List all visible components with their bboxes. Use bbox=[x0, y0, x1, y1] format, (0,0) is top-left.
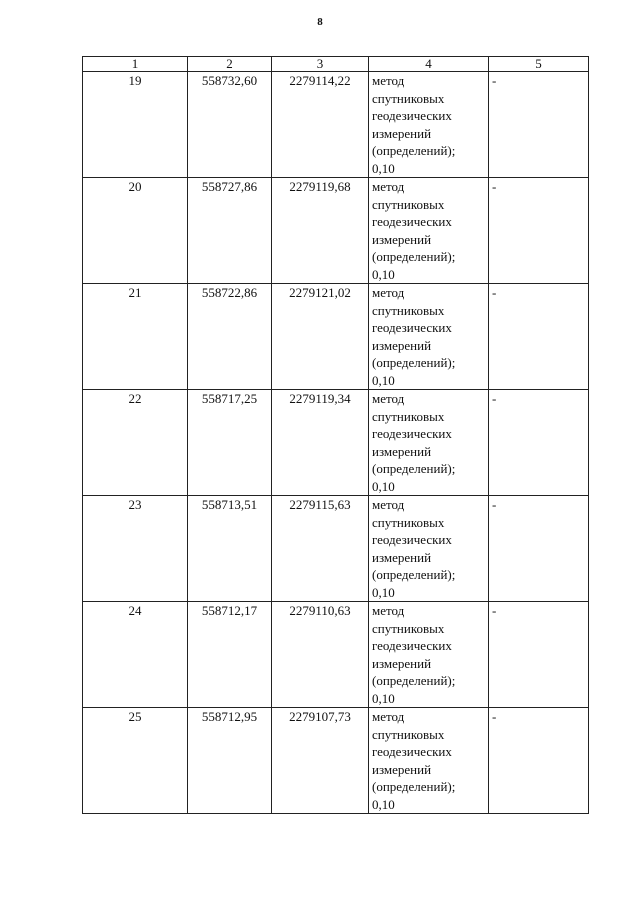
method-line: измерений bbox=[372, 549, 432, 565]
point-number-cell: 21 bbox=[83, 284, 188, 390]
column-header-5: 5 bbox=[489, 57, 589, 72]
note-cell: - bbox=[489, 496, 589, 602]
method-line: геодезических bbox=[372, 532, 452, 547]
table-row bbox=[83, 390, 589, 496]
method-line: геодезических bbox=[372, 426, 452, 441]
method-line: (определений); bbox=[372, 461, 456, 476]
method-line: 0,10 bbox=[372, 584, 395, 600]
table-row bbox=[83, 496, 589, 602]
method-line: спутниковых bbox=[372, 726, 445, 742]
method-line: спутниковых bbox=[372, 514, 445, 530]
y-coordinate-cell: 2279119,34 bbox=[272, 390, 369, 496]
method-line: метод bbox=[372, 709, 405, 724]
coordinates-table bbox=[82, 56, 589, 814]
x-coordinate-cell: 558713,51 bbox=[188, 496, 272, 602]
table-header-row bbox=[83, 57, 589, 72]
method-line: геодезических bbox=[372, 320, 452, 335]
method-cell bbox=[369, 602, 489, 708]
method-line: 0,10 bbox=[372, 266, 395, 282]
point-number-cell: 25 bbox=[83, 708, 188, 814]
method-cell bbox=[369, 496, 489, 602]
method-line: измерений bbox=[372, 761, 432, 777]
method-line: геодезических bbox=[372, 744, 452, 759]
y-coordinate-cell: 2279114,22 bbox=[272, 72, 369, 178]
y-coordinate-cell: 2279107,73 bbox=[272, 708, 369, 814]
method-line: 0,10 bbox=[372, 372, 395, 388]
method-cell bbox=[369, 390, 489, 496]
x-coordinate-cell: 558717,25 bbox=[188, 390, 272, 496]
method-line: геодезических bbox=[372, 638, 452, 653]
method-line: 0,10 bbox=[372, 690, 395, 706]
method-line: измерений bbox=[372, 125, 432, 141]
note-cell: - bbox=[489, 178, 589, 284]
method-line: спутниковых bbox=[372, 90, 445, 106]
x-coordinate-cell: 558722,86 bbox=[188, 284, 272, 390]
x-coordinate-cell: 558712,17 bbox=[188, 602, 272, 708]
x-coordinate-cell: 558712,95 bbox=[188, 708, 272, 814]
method-line: спутниковых bbox=[372, 302, 445, 318]
point-number-cell: 23 bbox=[83, 496, 188, 602]
column-header-4: 4 bbox=[369, 57, 489, 72]
column-header-2: 2 bbox=[188, 57, 272, 72]
method-line: измерений bbox=[372, 231, 432, 247]
method-cell bbox=[369, 178, 489, 284]
x-coordinate-cell: 558732,60 bbox=[188, 72, 272, 178]
method-line: метод bbox=[372, 285, 405, 300]
x-coordinate-cell: 558727,86 bbox=[188, 178, 272, 284]
method-line: измерений bbox=[372, 337, 432, 353]
method-line: (определений); bbox=[372, 673, 456, 688]
method-line: метод bbox=[372, 391, 405, 406]
y-coordinate-cell: 2279121,02 bbox=[272, 284, 369, 390]
method-cell bbox=[369, 72, 489, 178]
table-row bbox=[83, 72, 589, 178]
table-row bbox=[83, 708, 589, 814]
note-cell: - bbox=[489, 602, 589, 708]
method-line: спутниковых bbox=[372, 408, 445, 424]
point-number-cell: 24 bbox=[83, 602, 188, 708]
method-line: метод bbox=[372, 497, 405, 512]
method-line: 0,10 bbox=[372, 478, 395, 494]
method-cell bbox=[369, 284, 489, 390]
y-coordinate-cell: 2279119,68 bbox=[272, 178, 369, 284]
method-line: измерений bbox=[372, 443, 432, 459]
point-number-cell: 22 bbox=[83, 390, 188, 496]
note-cell: - bbox=[489, 390, 589, 496]
note-cell: - bbox=[489, 708, 589, 814]
method-line: (определений); bbox=[372, 249, 456, 264]
table-row bbox=[83, 178, 589, 284]
method-line: спутниковых bbox=[372, 196, 445, 212]
y-coordinate-cell: 2279110,63 bbox=[272, 602, 369, 708]
method-cell bbox=[369, 708, 489, 814]
point-number-cell: 19 bbox=[83, 72, 188, 178]
note-cell: - bbox=[489, 284, 589, 390]
table-row bbox=[83, 602, 589, 708]
column-header-1: 1 bbox=[83, 57, 188, 72]
method-line: метод bbox=[372, 73, 405, 88]
page-number: 8 bbox=[317, 16, 323, 28]
method-line: 0,10 bbox=[372, 796, 395, 812]
method-line: геодезических bbox=[372, 214, 452, 229]
method-line: спутниковых bbox=[372, 620, 445, 636]
method-line: геодезических bbox=[372, 108, 452, 123]
method-line: измерений bbox=[372, 655, 432, 671]
method-line: метод bbox=[372, 603, 405, 618]
method-line: 0,10 bbox=[372, 160, 395, 176]
note-cell: - bbox=[489, 72, 589, 178]
method-line: (определений); bbox=[372, 143, 456, 158]
method-line: метод bbox=[372, 179, 405, 194]
method-line: (определений); bbox=[372, 355, 456, 370]
column-header-3: 3 bbox=[272, 57, 369, 72]
table-row bbox=[83, 284, 589, 390]
point-number-cell: 20 bbox=[83, 178, 188, 284]
method-line: (определений); bbox=[372, 779, 456, 794]
method-line: (определений); bbox=[372, 567, 456, 582]
y-coordinate-cell: 2279115,63 bbox=[272, 496, 369, 602]
